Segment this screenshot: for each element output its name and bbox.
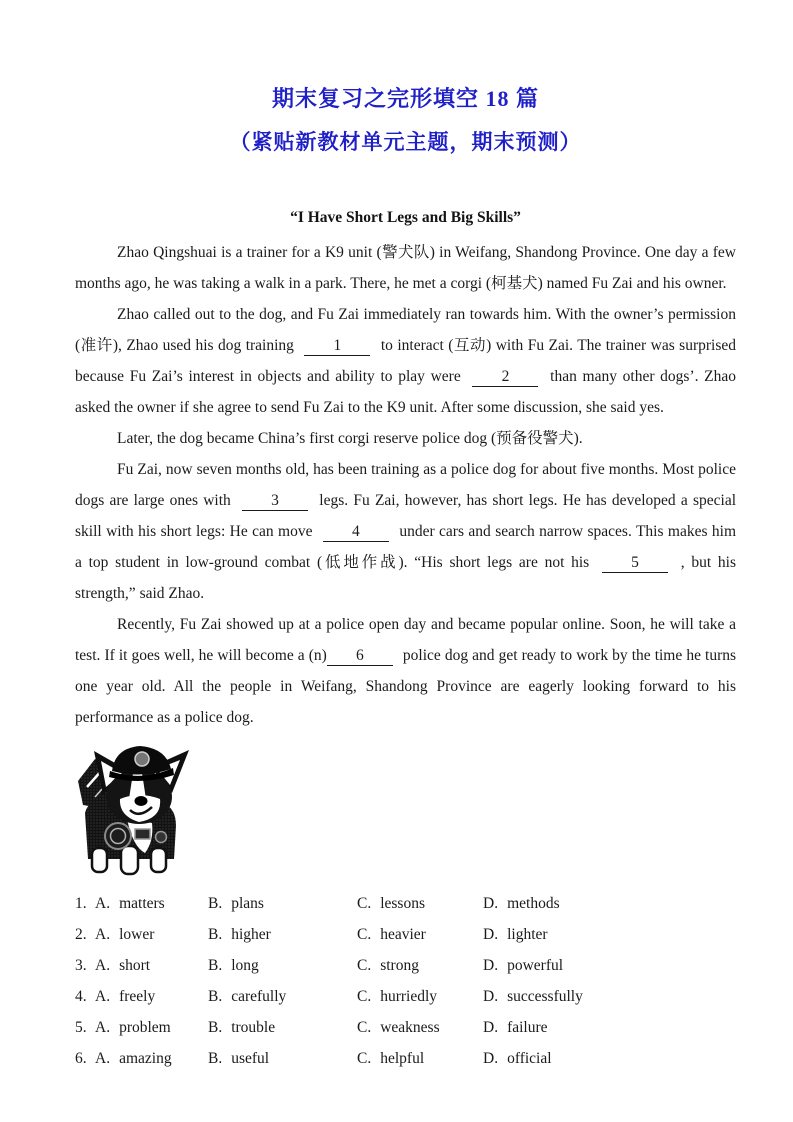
paragraph-text: Zhao called out to the dog, and Fu Zai immediately ran towards him. With the owner’s permission (准许), Zhao used his dog training: [75, 306, 736, 354]
option-1a: [95, 888, 208, 919]
paragraph-4: [75, 454, 736, 609]
option-6b: [208, 1043, 357, 1074]
option-letter: B.: [208, 926, 223, 943]
question-number: 1.: [75, 895, 87, 912]
option-label: plans: [231, 895, 264, 912]
option-5d: [483, 1012, 736, 1043]
option-letter: A.: [95, 1050, 111, 1067]
option-label: matters: [119, 895, 165, 912]
paragraph-text: Fu Zai, now seven months old, has been training as a police dog for about five months. Most police dogs are large ones with: [75, 461, 736, 509]
question-number: 5.: [75, 1019, 87, 1036]
option-4d: [483, 981, 736, 1012]
option-letter: D.: [483, 1050, 499, 1067]
cloze-blank-6: 6: [327, 646, 393, 666]
cloze-blank-3: 3: [242, 491, 308, 511]
option-letter: C.: [357, 988, 372, 1005]
option-label: short: [119, 957, 151, 974]
option-label: failure: [507, 1019, 548, 1036]
paragraph-text: Recently, Fu Zai showed up at a police open day and became popular online. Soon, he will take a test. If it goes well, he will become a (n): [75, 616, 736, 664]
option-letter: B.: [208, 1050, 223, 1067]
option-letter: D.: [483, 957, 499, 974]
cloze-blank-2: 2: [472, 367, 538, 387]
option-letter: C.: [357, 1050, 372, 1067]
figure: [75, 741, 736, 878]
option-label: hurriedly: [380, 988, 438, 1005]
option-letter: A.: [95, 926, 111, 943]
question-number: 2.: [75, 926, 87, 943]
option-letter: C.: [357, 895, 372, 912]
option-5b: [208, 1012, 357, 1043]
question-row-6: [75, 1043, 736, 1074]
paragraph-2: [75, 299, 736, 423]
option-label: higher: [231, 926, 271, 943]
option-label: successfully: [507, 988, 583, 1005]
cloze-blank-1: 1: [304, 336, 370, 356]
option-label: heavier: [380, 926, 426, 943]
paragraph-text: than many other dogs’. Zhao asked the owner if she agree to send Fu Zai to the K9 unit. After some discussion, she said yes.: [75, 368, 737, 416]
option-label: long: [231, 957, 259, 974]
question-row-1: [75, 888, 736, 919]
option-label: useful: [231, 1050, 270, 1067]
option-label: official: [507, 1050, 552, 1067]
paragraph-text: , but his strength,” said Zhao.: [75, 554, 736, 602]
passage-title: “I Have Short Legs and Big Skills”: [290, 209, 521, 226]
question-row-5: [75, 1012, 736, 1043]
option-5a: [95, 1012, 208, 1043]
option-2d: [483, 919, 736, 950]
option-letter: B.: [208, 895, 223, 912]
option-label: helpful: [380, 1050, 425, 1067]
option-label: powerful: [507, 957, 564, 974]
option-label: amazing: [119, 1050, 172, 1067]
option-label: methods: [507, 895, 560, 912]
option-3c: [357, 950, 483, 981]
document-subtitle: （紧贴新教材单元主题，期末预测）: [229, 130, 582, 154]
option-6d: [483, 1043, 736, 1074]
option-6a: [95, 1043, 208, 1074]
option-label: lower: [119, 926, 155, 943]
option-letter: B.: [208, 1019, 223, 1036]
option-label: weakness: [380, 1019, 440, 1036]
option-letter: A.: [95, 988, 111, 1005]
option-letter: D.: [483, 895, 499, 912]
paragraph-1: [75, 237, 736, 299]
paragraph-text: police dog and get ready to work by the time he turns one year old. All the people in Weifang, Shandong Province are eagerly looking forward to his performance as a police dog.: [75, 647, 737, 726]
option-letter: A.: [95, 1019, 111, 1036]
cloze-blank-4: 4: [323, 522, 389, 542]
question-row-4: [75, 981, 736, 1012]
paragraph-text: legs. Fu Zai, however, has short legs. He has developed a special skill with his short legs: He can move: [75, 492, 737, 540]
paragraph-text: under cars and search narrow spaces. This makes him a top student in low-ground combat (低地作战). “His short legs are not his: [75, 523, 737, 571]
option-label: trouble: [231, 1019, 276, 1036]
question-row-2: [75, 919, 736, 950]
option-letter: D.: [483, 988, 499, 1005]
question-number: 6.: [75, 1050, 87, 1067]
option-6c: [357, 1043, 483, 1074]
option-letter: A.: [95, 895, 111, 912]
option-letter: D.: [483, 926, 499, 943]
paragraph-3: [75, 423, 736, 454]
corgi-police-dog-image: [75, 741, 201, 877]
paragraph-5: [75, 609, 736, 733]
option-2c: [357, 919, 483, 950]
option-letter: A.: [95, 957, 111, 974]
option-1c: [357, 888, 483, 919]
option-letter: C.: [357, 957, 372, 974]
option-3a: [95, 950, 208, 981]
option-letter: B.: [208, 957, 223, 974]
option-2a: [95, 919, 208, 950]
option-4a: [95, 981, 208, 1012]
option-label: strong: [380, 957, 419, 974]
option-3d: [483, 950, 736, 981]
options-list: [75, 888, 736, 1074]
option-label: lessons: [380, 895, 426, 912]
document-title: 期末复习之完形填空 18 篇: [271, 86, 539, 111]
option-2b: [208, 919, 357, 950]
question-number: 4.: [75, 988, 87, 1005]
paragraph-text: to interact (互动) with Fu Zai. The trainer was surprised because Fu Zai’s interest in objects and ability to play were: [75, 337, 737, 385]
option-letter: C.: [357, 1019, 372, 1036]
option-letter: C.: [357, 926, 372, 943]
question-row-3: [75, 950, 736, 981]
cloze-blank-5: 5: [602, 553, 668, 573]
option-1d: [483, 888, 736, 919]
option-label: carefully: [231, 988, 287, 1005]
option-4b: [208, 981, 357, 1012]
option-letter: D.: [483, 1019, 499, 1036]
option-letter: B.: [208, 988, 223, 1005]
option-3b: [208, 950, 357, 981]
option-label: problem: [119, 1019, 171, 1036]
paragraph-text: Zhao Qingshuai is a trainer for a K9 unit (警犬队) in Weifang, Shandong Province. One day a few months ago, he was taking a walk in a park. There, he met a corgi (柯基犬) named Fu Zai and his owner.: [75, 244, 736, 292]
option-label: freely: [119, 988, 156, 1005]
option-5c: [357, 1012, 483, 1043]
option-4c: [357, 981, 483, 1012]
question-number: 3.: [75, 957, 87, 974]
option-1b: [208, 888, 357, 919]
paragraph-text: Later, the dog became China’s first corgi reserve police dog (预备役警犬).: [117, 430, 583, 447]
option-label: lighter: [507, 926, 548, 943]
